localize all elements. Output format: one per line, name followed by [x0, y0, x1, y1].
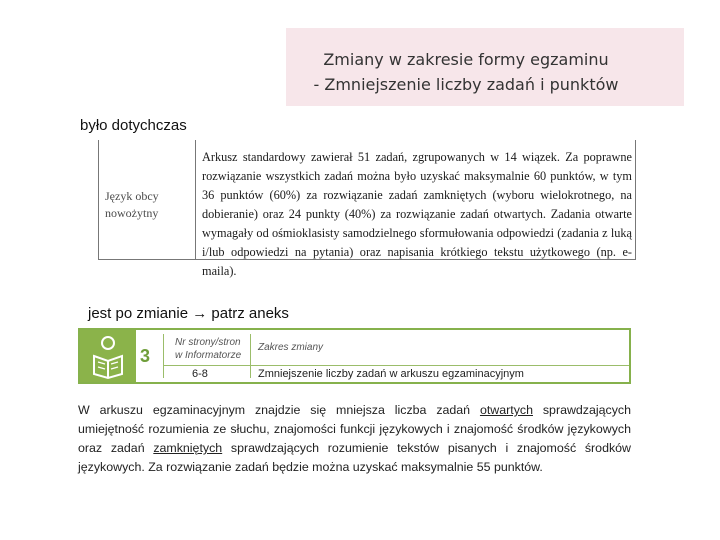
pages-header: Nr strony/stron w Informatorze — [175, 337, 242, 361]
underlined-closed: zamkniętych — [153, 441, 223, 455]
old-rules-table — [98, 140, 636, 278]
scope-header: Zakres zmiany — [258, 342, 324, 353]
title-line-1: Zmiany w zakresie formy egzaminu — [323, 50, 609, 69]
text-part: sprawdzających rozumienie tekstów pisanych i znajomość środków językowych. Za rozwiązanie zadań będzie można uzyskać maksymalnie 55 punktów. — [78, 441, 631, 474]
title-line-2: - Zmniejszenie liczby zadań i punktów — [313, 75, 619, 94]
text-part: W arkuszu egzaminacyjnym znajdzie się mniejsza liczba zadań — [78, 403, 480, 417]
scope-cell: Zmniejszenie liczby zadań w arkuszu egzaminacyjnym — [258, 368, 524, 380]
title-box — [286, 28, 684, 106]
new-label: jest po zmianie → patrz aneks — [88, 305, 289, 322]
divider — [164, 365, 629, 366]
new-rules-text — [78, 401, 631, 477]
divider — [250, 334, 251, 378]
subject-cell: Język obcy nowożytny — [105, 189, 159, 220]
underlined-open: otwartych — [479, 403, 533, 417]
reader-book-icon — [80, 330, 136, 382]
divider — [163, 334, 164, 378]
text-part: sprawdzających umiejętność rozumienia ze słuchu, znajomości funkcji językowych i znajomość środków językowych oraz zadań — [78, 403, 632, 455]
change-box — [78, 328, 631, 384]
table-divider — [195, 140, 196, 259]
old-label: było dotychczas — [80, 117, 187, 134]
change-number: 3 — [140, 346, 151, 366]
pages-cell: 6-8 — [192, 368, 208, 380]
old-rules-text: Arkusz standardowy zawierał 51 zadań, zgrupowanych w 14 wiązek. Za poprawne rozwiązanie wszystkich zadań można było uzyskać maksymalnie 60 punktów, w tym 36 punktów (60%) za rozwiązanie zadań zamkniętych (wyboru wielokrotnego, na dobieranie) oraz 24 punkty (40%) za rozwiązanie zadań otwartych. Zadania otwarte wymagały od ośmioklasisty samodzielnego sformułowania odpowiedzi (zadania z luką i/lub odpowiedzi na pytania) oraz napisania krótkiego tekstu użytkowego (np. e-maila). — [202, 150, 632, 278]
